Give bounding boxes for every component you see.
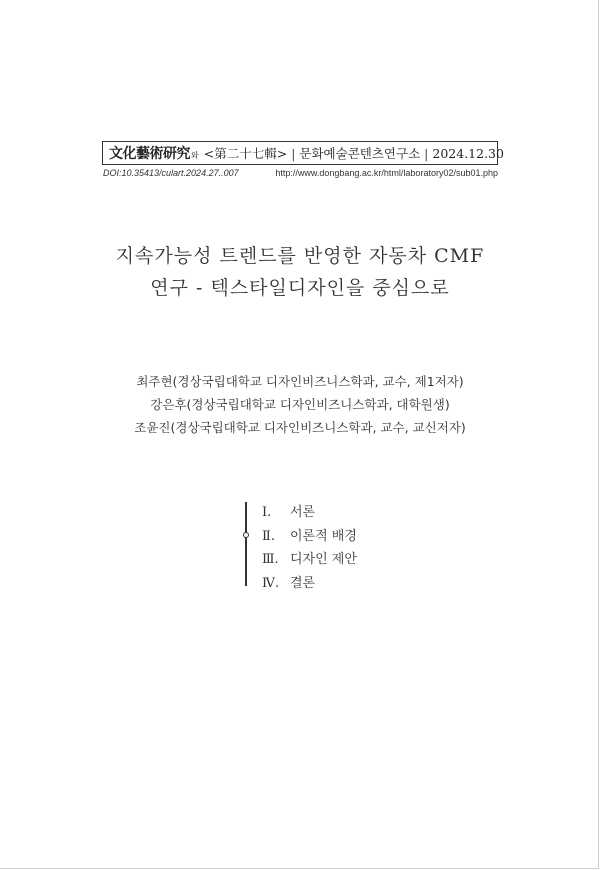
toc-item-label: 결론 (290, 575, 316, 591)
author-3: 조윤진(경상국립대학교 디자인비즈니스학과, 교수, 교신저자) (134, 420, 466, 435)
table-of-contents (262, 503, 357, 597)
toc-divider-dot (243, 532, 249, 538)
toc-item-label: 서론 (290, 505, 316, 520)
separator: | (291, 145, 296, 161)
journal-url[interactable]: http://www.dongbang.ac.kr/html/laboratory02/sub01.php (275, 168, 498, 178)
journal-logo-main: 文化藝術研究 (109, 146, 190, 162)
toc-item-label: 이론적 배경 (290, 528, 357, 544)
doi: DOI:10.35413/culart.2024.27..007 (103, 168, 239, 178)
author-2: 강은후(경상국립대학교 디자인비즈니스학과, 대학원생) (150, 397, 450, 412)
journal-issue: <第二十七輯> (203, 146, 288, 161)
journal-publisher: 문화예술콘텐츠연구소 (299, 146, 421, 161)
toc-divider (245, 502, 247, 586)
toc-item (262, 574, 357, 598)
toc-item-number: Ⅳ. (262, 575, 280, 591)
toc-item-number: Ⅱ. (262, 528, 275, 544)
toc-item (262, 503, 357, 527)
toc-item-number: Ⅰ. (262, 505, 272, 520)
journal-header (102, 141, 504, 165)
toc-item (262, 550, 357, 574)
toc-item-number: Ⅲ. (262, 552, 279, 567)
journal-logo-wa: 와 (191, 151, 199, 160)
paper-title-line-2: 연구 - 텍스타일디자인을 중심으로 (150, 277, 450, 299)
journal-logo (109, 143, 200, 163)
toc-item-label: 디자인 제안 (290, 552, 357, 567)
journal-date: 2024.12.30 (432, 145, 504, 161)
author-1: 최주현(경상국립대학교 디자인비즈니스학과, 교수, 제1저자) (136, 374, 464, 389)
toc-item (262, 527, 357, 551)
paper-title-line-1: 지속가능성 트렌드를 반영한 자동차 CMF (115, 245, 485, 267)
separator: | (424, 145, 429, 161)
